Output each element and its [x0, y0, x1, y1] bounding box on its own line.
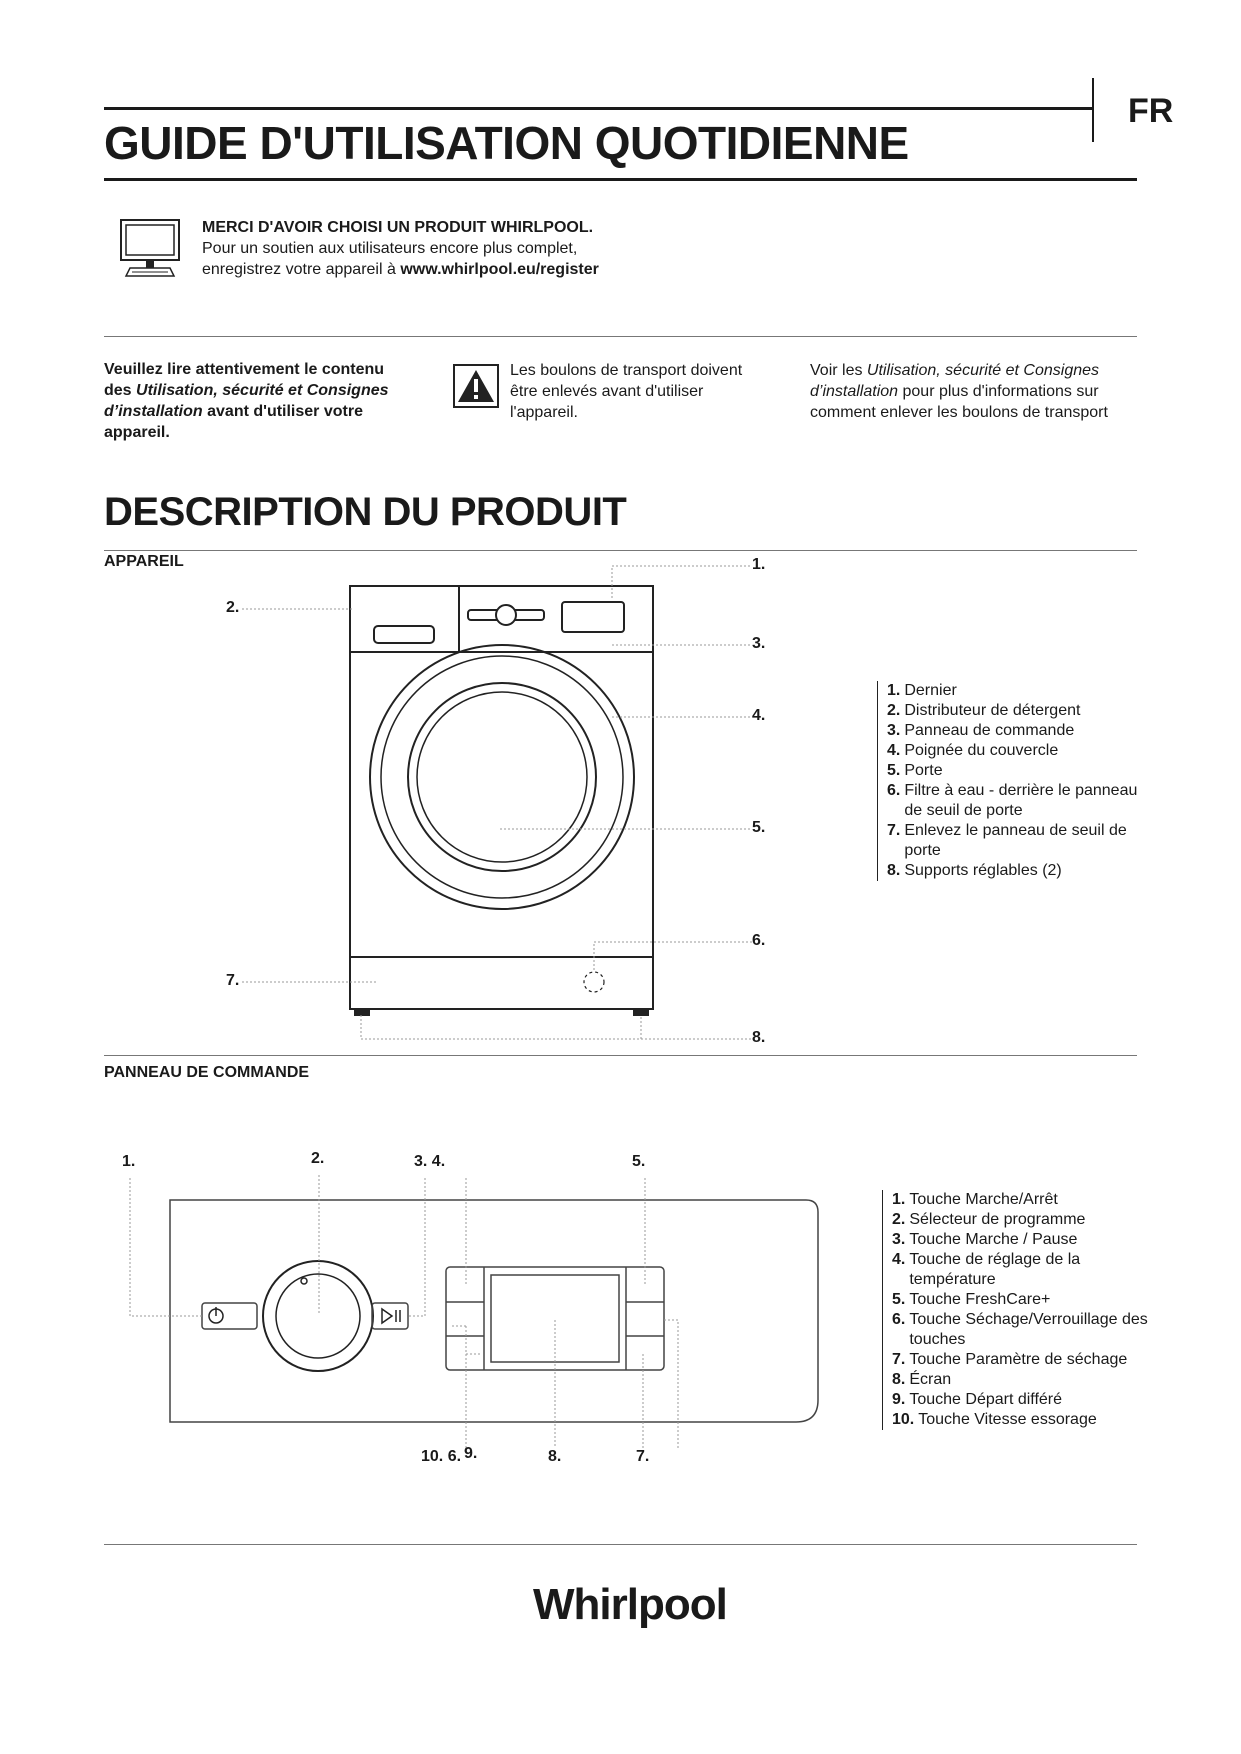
legend-text: Touche Marche/Arrêt — [909, 1191, 1058, 1208]
panel-callout-10-6: 10. 6. — [421, 1448, 462, 1465]
divider-3 — [104, 1055, 1137, 1056]
panel-legend-item — [892, 1250, 1154, 1290]
legend-num: 9. — [892, 1391, 906, 1408]
legend-text: Porte — [904, 762, 943, 779]
note-read-manual-doc: Utilisation, sécurité et Consignes d’installation — [104, 382, 389, 420]
intro-heading: MERCI D'AVOIR CHOISI UN PRODUIT WHIRLPOOL. — [202, 219, 594, 236]
legend-text: Supports réglables (2) — [904, 862, 1062, 879]
page-title: GUIDE D'UTILISATION QUOTIDIENNE — [104, 117, 909, 169]
legend-num: 1. — [887, 682, 901, 699]
power-button — [202, 1303, 257, 1329]
legend-num: 7. — [892, 1351, 906, 1368]
panel-legend-item — [892, 1390, 1154, 1410]
panel-callout-7: 7. — [636, 1448, 650, 1465]
detergent-drawer — [374, 626, 434, 643]
start-pause-button — [372, 1303, 408, 1329]
panel-callout-1: 1. — [122, 1153, 136, 1170]
appliance-callout-4: 4. — [752, 707, 766, 724]
legend-text: Panneau de commande — [904, 722, 1075, 739]
appliance-legend-item — [887, 821, 1157, 861]
legend-num: 5. — [887, 762, 901, 779]
intro-line1: Pour un soutien aux utilisateurs encore plus complet, — [202, 240, 578, 257]
legend-text: Touche Départ différé — [909, 1391, 1063, 1408]
panel-callout-8: 8. — [548, 1448, 562, 1465]
legend-num: 8. — [892, 1371, 906, 1388]
legend-num: 7. — [887, 822, 901, 839]
appliance-legend-item — [887, 741, 1157, 761]
section-title: DESCRIPTION DU PRODUIT — [104, 490, 627, 534]
appliance-callout-6: 6. — [752, 932, 766, 949]
panel-callout-5: 5. — [632, 1153, 646, 1170]
legend-num: 3. — [887, 722, 901, 739]
appliance-legend-item — [887, 721, 1157, 741]
appliance-callout-7: 7. — [226, 972, 240, 989]
appliance-callout-5: 5. — [752, 819, 766, 836]
legend-num: 3. — [892, 1231, 906, 1248]
legend-num: 1. — [892, 1191, 906, 1208]
whirlpool-logo: Whirlpool — [533, 1580, 727, 1629]
legend-text: Touche Marche / Pause — [909, 1231, 1078, 1248]
note-see-manual-part1: Voir les — [810, 362, 867, 379]
panel-legend — [882, 1190, 1154, 1430]
door-outer — [370, 645, 634, 909]
legend-num: 8. — [887, 862, 901, 879]
panel-legend-item — [892, 1290, 1154, 1310]
legend-text: Touche FreshCare+ — [909, 1291, 1051, 1308]
legend-num: 4. — [887, 742, 901, 759]
divider-1 — [104, 336, 1137, 337]
appliance-legend-item — [887, 701, 1157, 721]
note-see-manual-part2: pour plus d'informations sur comment enlever les boulons de transport — [810, 383, 1108, 421]
panel-callout-2: 2. — [311, 1150, 325, 1167]
legend-num: 6. — [892, 1311, 906, 1328]
legend-text: Touche Séchage/Verrouillage des touches — [909, 1311, 1148, 1348]
display-window — [562, 602, 624, 632]
computer-icon — [118, 218, 184, 280]
header-rule-vertical — [1092, 78, 1094, 142]
panel-subtitle: PANNEAU DE COMMANDE — [104, 1064, 310, 1081]
appliance-legend — [877, 681, 1157, 881]
door-glass — [408, 683, 596, 871]
appliance-subtitle: APPAREIL — [104, 553, 184, 570]
legend-text: Dernier — [904, 682, 957, 699]
intro-line2: enregistrez votre appareil à — [202, 261, 401, 278]
panel-outline — [170, 1200, 818, 1422]
language-badge: FR — [1128, 92, 1174, 130]
warning-icon — [453, 364, 499, 408]
note-see-manual — [810, 360, 1130, 423]
legend-text: Distributeur de détergent — [904, 702, 1081, 719]
legend-text: Touche de réglage de la température — [909, 1251, 1081, 1288]
machine-body — [350, 586, 653, 1009]
panel-legend-item — [892, 1410, 1154, 1430]
legend-text: Touche Paramètre de séchage — [909, 1351, 1128, 1368]
divider-2 — [104, 550, 1137, 551]
legend-text: Touche Vitesse essorage — [918, 1411, 1097, 1428]
note-transport-bolts: Les boulons de transport doivent être enlevés avant d'utiliser l'appareil. — [510, 362, 743, 421]
display-module — [446, 1267, 664, 1370]
legend-num: 2. — [887, 702, 901, 719]
panel-legend-item — [892, 1310, 1154, 1350]
appliance-callout-8: 8. — [752, 1029, 766, 1046]
header-rule-top — [104, 107, 1094, 110]
panel-legend-item — [892, 1370, 1154, 1390]
appliance-legend-item — [887, 761, 1157, 781]
panel-callout-3-4: 3. 4. — [414, 1153, 446, 1170]
note-see-manual-doc: Utilisation, sécurité et Consignes d’installation — [810, 362, 1100, 400]
legend-text: Poignée du couvercle — [904, 742, 1059, 759]
panel-legend-item — [892, 1350, 1154, 1370]
panel-legend-item — [892, 1230, 1154, 1250]
panel-legend-item — [892, 1210, 1154, 1230]
legend-num: 6. — [887, 782, 901, 799]
appliance-legend-item — [887, 861, 1157, 881]
legend-num: 10. — [892, 1411, 915, 1428]
register-link[interactable]: www.whirlpool.eu/register — [400, 261, 599, 278]
footer-divider — [104, 1544, 1137, 1545]
legend-text: Filtre à eau - derrière le panneau de seuil de porte — [904, 782, 1138, 819]
legend-num: 4. — [892, 1251, 906, 1268]
note-read-manual-part2: avant d'utiliser votre appareil. — [104, 403, 363, 441]
note-read-manual — [104, 359, 414, 443]
legend-text: Sélecteur de programme — [909, 1211, 1086, 1228]
appliance-legend-item — [887, 681, 1157, 701]
legend-num: 2. — [892, 1211, 906, 1228]
legend-num: 5. — [892, 1291, 906, 1308]
appliance-callout-3: 3. — [752, 635, 766, 652]
display-screen — [491, 1275, 619, 1362]
legend-text: Écran — [909, 1371, 952, 1388]
note-read-manual-part1: Veuillez lire attentivement le contenu des — [104, 361, 385, 399]
header-rule-bottom — [104, 178, 1137, 181]
appliance-callout-2: 2. — [226, 599, 240, 616]
appliance-legend-item — [887, 781, 1157, 821]
panel-legend-item — [892, 1190, 1154, 1210]
legend-text: Enlevez le panneau de seuil de porte — [904, 822, 1127, 859]
program-selector — [263, 1261, 373, 1371]
intro-text — [202, 217, 599, 280]
panel-callout-9: 9. — [464, 1445, 478, 1462]
appliance-callout-1: 1. — [752, 556, 766, 573]
